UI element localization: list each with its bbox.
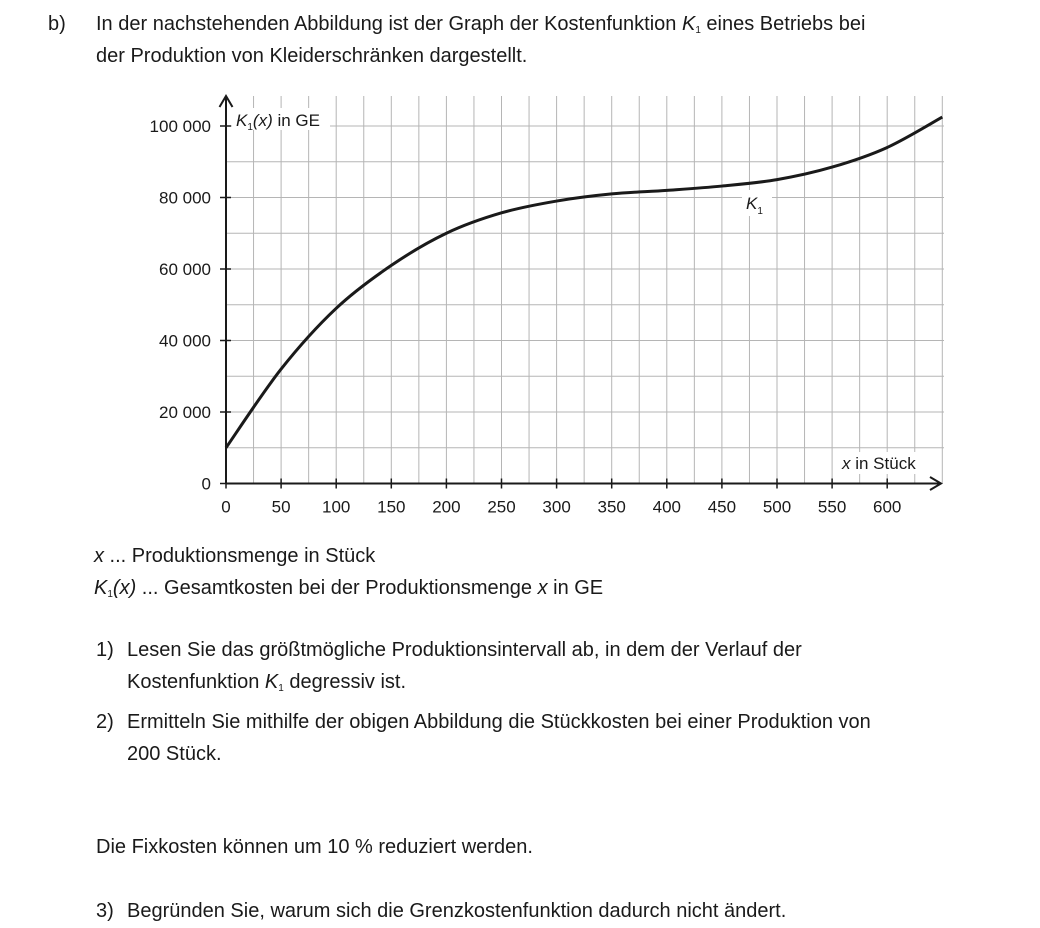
x-tick-label: 450	[707, 497, 737, 517]
x-tick-label: 350	[597, 497, 626, 517]
x-tick-label: 200	[432, 497, 461, 517]
intro-text-b: eines Betriebs bei	[700, 13, 866, 35]
q1-text-a: Kostenfunktion	[127, 671, 265, 693]
legend-k-sub: 1	[107, 589, 113, 600]
task-intro-line2: der Produktion von Kleiderschränken dargestellt.	[96, 45, 528, 67]
legend-k	[94, 572, 603, 611]
legend-k-desc-var: x	[537, 577, 548, 599]
q1-text-b: degressiv ist.	[283, 671, 407, 693]
legend-x-var: x	[94, 545, 104, 567]
x-tick-label: 500	[762, 497, 792, 517]
chart-labels	[232, 108, 934, 474]
chart-axes	[220, 96, 942, 490]
x-tick-label: 300	[542, 497, 571, 517]
legend-k-var: K	[94, 577, 108, 599]
series-label-k1: $K_1$	[746, 194, 763, 217]
intro-text-a: In der nachstehenden Abbildung ist der Graph der Kostenfunktion	[96, 13, 682, 35]
y-tick-label: 20 000	[159, 403, 211, 422]
x-axis-label: x in Stück	[842, 454, 916, 473]
x-tick-label: 250	[487, 497, 516, 517]
question-2-line1: Ermitteln Sie mithilfe der obigen Abbildung die Stückkosten bei einer Produktion von	[127, 711, 871, 733]
intro-var: K	[681, 13, 696, 35]
x-tick-label: 150	[377, 497, 406, 517]
x-tick-label: 400	[652, 497, 681, 517]
y-tick-label: 80 000	[159, 188, 211, 208]
y-tick-label: 100 000	[149, 117, 211, 136]
question-1-line2	[127, 666, 406, 705]
y-tick-label: 0	[201, 474, 211, 494]
question-3-line1: Begründen Sie, warum sich die Grenzkostenfunktion dadurch nicht ändert.	[127, 900, 787, 922]
question-1-line1: Lesen Sie das größtmögliche Produktionsintervall ab, in dem der Verlauf der	[127, 639, 802, 661]
x-tick-label: 100	[322, 497, 351, 517]
legend-x-desc: ... Produktionsmenge in Stück	[104, 545, 376, 567]
legend-x	[94, 540, 375, 572]
y-tick-label: 40 000	[159, 331, 211, 351]
question-2-number: 2)	[96, 711, 114, 733]
question-2-line2: 200 Stück.	[127, 743, 222, 765]
task-letter: b)	[48, 13, 66, 35]
legend-k-arg: (x)	[112, 577, 137, 599]
question-3-number: 3)	[96, 900, 114, 922]
q1-var: K	[264, 671, 279, 693]
x-tick-label: 600	[873, 497, 902, 517]
y-tick-label: 60 000	[159, 260, 211, 279]
legend-k-desc-a: ... Gesamtkosten bei der Produktionsmenge	[136, 577, 538, 599]
question-1-number: 1)	[96, 639, 114, 661]
legend-k-desc-b: in GE	[547, 577, 604, 599]
intro-sub: 1	[695, 25, 701, 36]
x-tick-label: 0	[221, 497, 231, 517]
x-tick-label: 50	[271, 497, 291, 517]
y-axis-label: $K_1(x)$ in GE	[236, 111, 320, 133]
fixed-cost-statement: Die Fixkosten können um 10 % reduziert werden.	[96, 836, 533, 858]
x-tick-label: 550	[817, 497, 847, 517]
chart-grid	[226, 96, 944, 484]
q1-sub: 1	[278, 683, 284, 694]
